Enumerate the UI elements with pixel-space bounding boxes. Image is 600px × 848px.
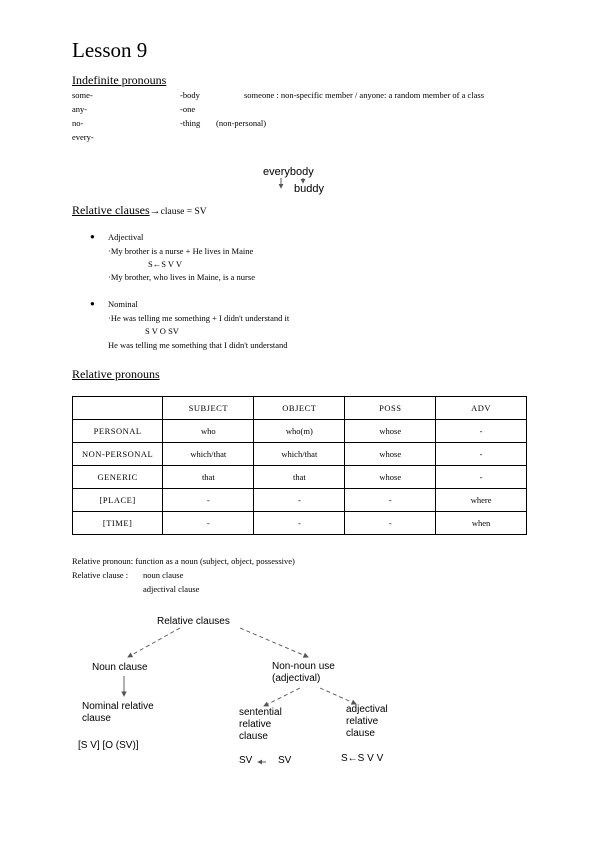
table-row-label: NON-PERSONAL <box>73 443 163 466</box>
page-title: Lesson 9 <box>72 38 148 62</box>
relative-pronouns-heading: Relative pronouns <box>72 367 160 381</box>
prefix-some: some- <box>72 90 93 100</box>
relative-clause-note-adjectival: adjectival clause <box>143 584 200 594</box>
table-row-label: PERSONAL <box>73 420 163 443</box>
indefinite-heading: Indefinite pronouns <box>72 73 167 87</box>
diagram-sentential-3: clause <box>239 731 268 742</box>
table-cell: which/that <box>254 443 345 466</box>
prefix-no: no- <box>72 118 84 128</box>
table-cell: who(m) <box>254 420 345 443</box>
everybody-word: everybody <box>263 166 314 178</box>
diagram-sentential-2: relative <box>239 719 272 730</box>
table-cell: where <box>436 489 527 512</box>
table-cell: - <box>163 489 254 512</box>
table-row-label: [TIME] <box>73 512 163 535</box>
arrow-icon: → <box>149 205 161 217</box>
diagram-root: Relative clauses <box>157 616 230 627</box>
table-row-label: GENERIC <box>73 466 163 489</box>
adjectival-label: Adjectival <box>108 232 144 242</box>
prefix-every: every- <box>72 132 94 142</box>
table-cell: - <box>345 512 436 535</box>
formula-adjectival: S←S V V <box>341 753 384 764</box>
someone-note: someone : non-specific member / anyone: a random member of a class <box>244 90 485 100</box>
table-cell: - <box>436 420 527 443</box>
nominal-label: Nominal <box>108 299 138 309</box>
formula-nominal: [S V] [O (SV)] <box>78 740 139 751</box>
table-cell: - <box>436 466 527 489</box>
diagram-nominal-relative-1: Nominal relative <box>82 701 154 712</box>
connector-adjectival <box>320 688 356 704</box>
diagram-adjectival-1: adjectival <box>346 704 388 715</box>
table-header-cell: OBJECT <box>254 397 345 420</box>
prefix-any: any- <box>72 104 88 114</box>
diagram-non-noun-use: Non-noun use <box>272 661 335 672</box>
diagram-adjectival-2: relative <box>346 716 379 727</box>
thing-note: (non-personal) <box>216 118 267 128</box>
table-cell: - <box>254 489 345 512</box>
diagram-adjectival-3: clause <box>346 728 375 739</box>
adjectival-structure: S←S V V <box>148 259 183 269</box>
suffix-thing: -thing <box>180 118 201 128</box>
table-cell: whose <box>345 420 436 443</box>
suffix-body: -body <box>180 90 200 100</box>
table-cell: - <box>163 512 254 535</box>
formula-sentential-right: SV <box>278 755 292 766</box>
formula-sentential-left: SV <box>239 755 253 766</box>
nominal-example-1: ·He was telling me something + I didn't understand it <box>108 313 290 323</box>
table-header-cell: POSS <box>345 397 436 420</box>
diagram-sentential-1: sentential <box>239 707 282 718</box>
nominal-structure: S V O SV <box>145 326 179 336</box>
connector-noun-clause <box>128 628 180 657</box>
adjectival-example-1: ·My brother is a nurse + He lives in Maine <box>108 246 254 256</box>
table-cell: whose <box>345 443 436 466</box>
table-cell: - <box>345 489 436 512</box>
table-cell: who <box>163 420 254 443</box>
nominal-example-2: He was telling me something that I didn't understand <box>108 340 288 350</box>
adjectival-example-2: ·My brother, who lives in Maine, is a nurse <box>108 272 255 282</box>
table-cell: whose <box>345 466 436 489</box>
bullet-icon: ● <box>90 299 95 308</box>
clause-definition: clause = SV <box>160 207 207 217</box>
suffix-one: -one <box>180 104 196 114</box>
table-row-label: [PLACE] <box>73 489 163 512</box>
connector-sentential <box>264 688 300 706</box>
bullet-icon: ● <box>90 232 95 241</box>
table-cell: - <box>254 512 345 535</box>
relative-clause-note-noun: noun clause <box>143 570 184 580</box>
table-header-cell: SUBJECT <box>163 397 254 420</box>
relative-clause-note-label: Relative clause : <box>72 570 129 580</box>
diagram-adjectival-paren: (adjectival) <box>272 673 321 684</box>
table-cell: that <box>163 466 254 489</box>
table-cell: that <box>254 466 345 489</box>
table-header-cell: ADV <box>436 397 527 420</box>
buddy-word: buddy <box>294 183 324 195</box>
diagram-nominal-relative-2: clause <box>82 713 111 724</box>
connector-non-noun <box>240 628 308 657</box>
relative-clauses-heading: Relative clauses <box>72 203 150 217</box>
diagram-noun-clause: Noun clause <box>92 662 148 673</box>
relative-pronoun-note: Relative pronoun: function as a noun (subject, object, possessive) <box>72 556 295 566</box>
table-cell: - <box>436 443 527 466</box>
table-cell: when <box>436 512 527 535</box>
table-cell: which/that <box>163 443 254 466</box>
